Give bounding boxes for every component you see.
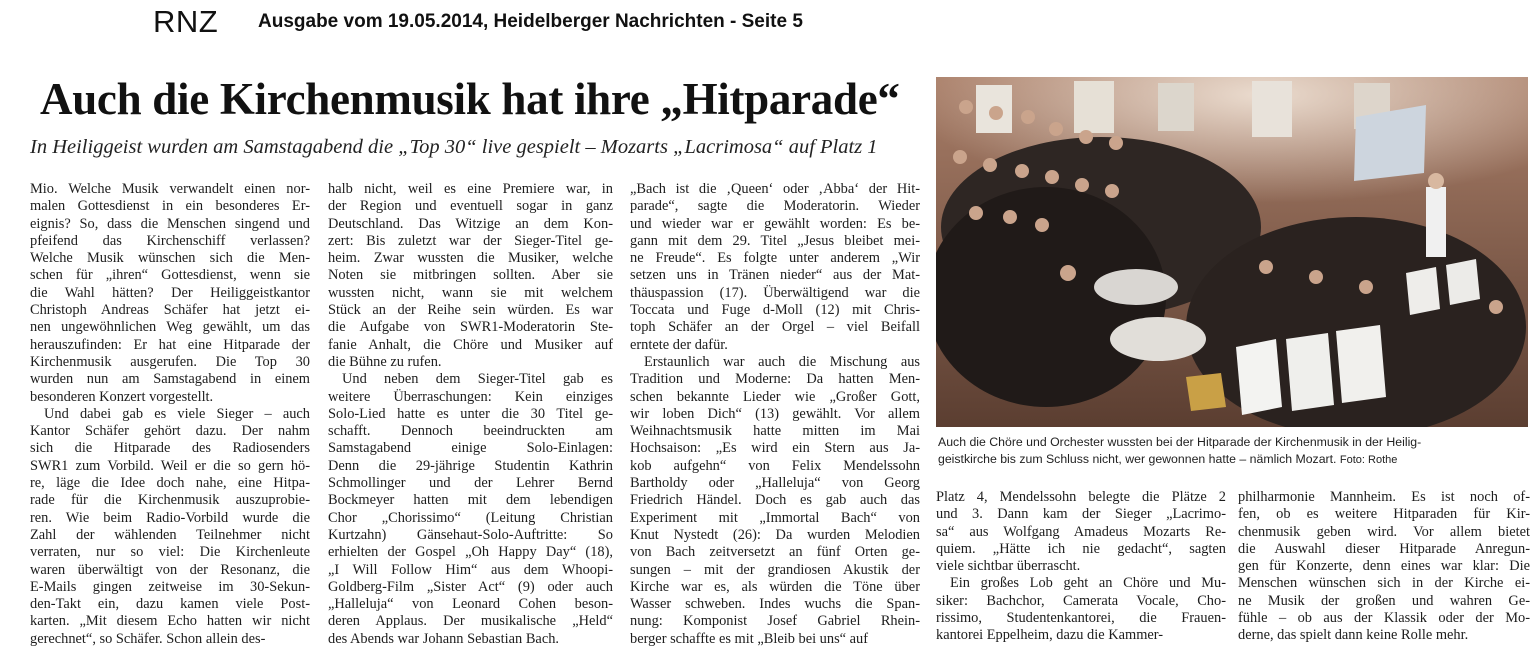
caption-line — [938, 451, 1530, 469]
article-line: „Halleluja“ von Leonard Cohen beson- — [328, 596, 613, 613]
article-line: ren. Wie beim Radio-Vorbild wurde die — [30, 509, 310, 526]
article-subheadline: In Heiliggeist wurden am Samstagabend die „Top 30“ live gespielt – Mozarts „Lacrimosa“ auf Platz 1 — [30, 136, 878, 158]
article-line: heim. Zwar wussten die Musiker, welche — [328, 250, 613, 267]
article-line: die Wahl hätten? Der Heiliggeistkantor — [30, 284, 310, 301]
article-line: ne Freude“. Es folgte unter anderem „Wir — [630, 250, 920, 267]
article-line: und wieder war er gewählt worden: Es be- — [630, 215, 920, 232]
article-headline: Auch die Kirchenmusik hat ihre „Hitparade“ — [40, 74, 900, 124]
article-line: erhielten der Gospel „Oh Happy Day“ (18), — [328, 544, 613, 561]
article-line: wussten nicht, wann sie mit welchem — [328, 284, 613, 301]
article-line: Noten sie mitbringen sollten. Aber sie — [328, 267, 613, 284]
article-line: sa“ aus Wolfgang Amadeus Mozarts Re- — [936, 523, 1226, 540]
article-line: berger schaffte es mit „Bleib bei uns“ auf — [630, 630, 869, 647]
article-line: sungen – mit der grandiosen Akustik der — [630, 561, 920, 578]
article-line: zert: Bis zuletzt war der Sieger-Titel ge- — [328, 232, 613, 249]
article-line: viele sichtbar überrascht. — [936, 558, 1081, 575]
article-line: Tradition und Moderne: Da hatten Men- — [630, 371, 920, 388]
article-line: SWR1 zum Vorbild. Weil er die so gern hö- — [30, 457, 310, 474]
article-line: und 3. Dann kam der Sieger „Lacrimo- — [936, 506, 1226, 523]
caption-line: Auch die Chöre und Orchester wussten bei der Hitparade der Kirchenmusik in der Heilig- — [938, 435, 1422, 449]
article-line: „I Will Follow Him“ aus dem Whoopi- — [328, 561, 613, 578]
article-line: nung: Komponist Josef Gabriel Rhein- — [630, 613, 920, 630]
article-line: Und dabei gab es viele Sieger – auch — [44, 405, 310, 422]
article-line: der Region und eventuell sogar in ganz — [328, 198, 613, 215]
article-line: siker: Bachchor, Camerata Vocale, Cho- — [936, 592, 1226, 609]
article-line: sich die Hitparade des Radiosenders — [30, 440, 310, 457]
article-column-3 — [630, 181, 920, 648]
article-line: Experiment mit „Immortal Bach“ von — [630, 509, 920, 526]
article-line: herauszufinden: Er hat eine Hitparade der — [30, 336, 310, 353]
article-line: ne Musik der großen und wahren Ge- — [1238, 592, 1530, 609]
article-line: Denn die 29-jährige Studentin Kathrin — [328, 457, 613, 474]
article-line: rissimo, Studentenkantorei, die Frauen- — [936, 610, 1226, 627]
article-line: Weihnachtsmusik hatte mitten im Mai — [630, 423, 920, 440]
article-line: kantorei Eppelheim, dazu die Kammer- — [936, 627, 1164, 644]
article-line: karten. „Mit diesem Echo hatten wir nicht — [30, 613, 310, 630]
article-line: weitere Überraschungen: Kein einziges — [328, 388, 613, 405]
article-line: nen ungewöhnlichen Weg gewählt, um das — [30, 319, 310, 336]
article-line: halb nicht, weil es eine Premiere war, in — [328, 181, 613, 197]
article-line: Kirche war es, als würden die Töne über — [630, 578, 920, 595]
article-line: wir loben Dich“ (13) gewählt. Vor allem — [630, 405, 920, 422]
article-line: des Abends war Johann Sebastian Bach. — [328, 630, 560, 647]
article-line: Kurtzahn) Gänsehaut-Solo-Auftritte: So — [328, 526, 613, 543]
article-line: Chor „Chorissimo“ (Leitung Christian — [328, 509, 613, 526]
article-line: von Bach zeitversetzt an fünf Orten ge- — [630, 544, 920, 561]
article-line: Toccata und Fuge d-Moll (12) mit Chris- — [630, 302, 920, 319]
article-line: derne, das spielt dann keine Rolle mehr. — [1238, 627, 1469, 644]
photo-credit: Foto: Rothe — [1339, 454, 1398, 466]
article-line: Kirchenmusik ausgerufen. Die Top 30 — [30, 353, 310, 370]
article-line: Friedrich Händel. Doch es gab auch das — [630, 492, 920, 509]
article-line: re, läge die Idee doch nahe, eine Hitpa- — [30, 475, 310, 492]
article-line: Goldberg-Film „Sister Act“ (9) oder auch — [328, 578, 613, 595]
article-line: die Aufgabe von SWR1-Moderatorin Ste- — [328, 319, 613, 336]
edition-line: Ausgabe vom 19.05.2014, Heidelberger Nachrichten - Seite 5 — [258, 11, 803, 32]
article-line: pfeifend das Kirchenschiff verlassen? — [30, 232, 310, 249]
article-line: Hochsaison: „Es wird ein Stern aus Ja- — [630, 440, 920, 457]
article-line: Menschen wünschen sich in der Kirche ei- — [1238, 575, 1530, 592]
article-line: Bartholdy oder „Halleluja“ von Georg — [630, 475, 920, 492]
article-line: fanie Anhalt, die Chöre und Musiker auf — [328, 336, 613, 353]
article-line: eignis? So, dass die Menschen singend und — [30, 215, 310, 232]
article-line: Platz 4, Mendelssohn belegte die Plätze 2 — [936, 489, 1226, 505]
article-line: Zahl der wählenden Teilnehmer nicht — [30, 526, 310, 543]
article-line: chenmusik geben wird. Vor allem bietet — [1238, 523, 1530, 540]
article-line: Kantor Schäfer gehört dazu. Der nahm — [30, 423, 310, 440]
article-line: Christoph Andreas Schäfer hat jetzt ei- — [30, 302, 310, 319]
article-line: gann mit dem 29. Titel „Jesus bleibet mei- — [630, 232, 920, 249]
article-line: deren Applaus. Der musikalische „Held“ — [328, 613, 613, 630]
article-line: quiem. „Hätte ich nie gedacht“, sagten — [936, 540, 1226, 557]
article-line: waren überwältigt von der Resonanz, die — [30, 561, 310, 578]
article-line: kob aufgehn“ von Felix Mendelssohn — [630, 457, 920, 474]
article-line: wurden nun am Samstagabend in einem — [30, 371, 310, 388]
concert-photo — [936, 77, 1528, 427]
article-line: schen für „ihren“ Gottesdienst, wenn sie — [30, 267, 310, 284]
article-line: Bockmeyer hatten mit dem lebendigen — [328, 492, 613, 509]
article-line: gerechnet“, so Schäfer. Schon allein des- — [30, 630, 266, 647]
article-line: thäuspassion (17). Überwältigend war die — [630, 284, 920, 301]
article-line: Ein großes Lob geht an Chöre und Mu- — [950, 575, 1226, 592]
article-line: Wasser schweben. Indes wuchs die Span- — [630, 596, 920, 613]
article-line: verraten, nur so viel: Die Kirchenleute — [30, 544, 310, 561]
article-column-2 — [328, 181, 613, 648]
article-line: Stück an der Reihe sein würden. Es war — [328, 302, 613, 319]
article-line: die Bühne zu rufen. — [328, 353, 442, 370]
article-line: schafft. Dennoch beeindruckten am — [328, 423, 613, 440]
article-line: philharmonie Mannheim. Es ist noch of- — [1238, 489, 1530, 505]
article-line: Knut Nystedt (26): Da wurden Melodien — [630, 526, 920, 543]
article-column-5 — [1238, 489, 1530, 645]
article-line: setzen uns in Tränen nieder“ aus der Mat- — [630, 267, 920, 284]
photo-caption — [938, 434, 1530, 469]
article-column-4 — [936, 489, 1226, 645]
article-line: den-Takt ein, dazu kamen viele Post- — [30, 596, 310, 613]
newspaper-logo: RNZ — [153, 4, 219, 39]
article-line: Und neben dem Sieger-Titel gab es — [342, 371, 613, 388]
caption-line-text: geistkirche bis zum Schluss nicht, wer gewonnen hatte – nämlich Mozart. — [938, 452, 1337, 466]
article-line: Deutschland. Das Witzige an dem Kon- — [328, 215, 613, 232]
article-line: Solo-Lied hatte es unter die 30 Titel ge- — [328, 405, 613, 422]
article-line: die Auswahl dieser Hitparade Anregun- — [1238, 540, 1530, 557]
article-line: toph Schäfer an der Orgel – viel Beifall — [630, 319, 920, 336]
article-column-1 — [30, 181, 310, 648]
article-line: erntete der dafür. — [630, 336, 728, 353]
article-line: E-Mails gingen zeitweise im 30-Sekun- — [30, 578, 310, 595]
article-line: „Bach ist die ‚Queen‘ oder ‚Abba‘ der Hit- — [630, 181, 920, 197]
article-line: Welche Musik wünschen sich die Men- — [30, 250, 310, 267]
article-line: Erstaunlich war auch die Mischung aus — [644, 353, 920, 370]
article-line: Samstagabend einige Solo-Einlagen: — [328, 440, 613, 457]
article-line: besonderen Konzert vorgestellt. — [30, 388, 214, 405]
article-line: schen bekannte Lieder wie „Großer Gott, — [630, 388, 920, 405]
article-line: malen Gottesdienst in ein besonderes Er- — [30, 198, 310, 215]
article-line: fühle – ob aus der Klassik oder der Mo- — [1238, 610, 1530, 627]
article-line: fen, ob es weitere Hitparaden für Kir- — [1238, 506, 1530, 523]
article-line: parade“, sagte die Moderatorin. Wieder — [630, 198, 920, 215]
article-line: Schmollinger und der Lehrer Bernd — [328, 475, 613, 492]
article-line: rade für die Kirchenmusik auszuprobie- — [30, 492, 310, 509]
article-line: Mio. Welche Musik verwandelt einen nor- — [30, 181, 310, 197]
article-line: gen für Konzerte, denn eines war klar: Die — [1238, 558, 1530, 575]
